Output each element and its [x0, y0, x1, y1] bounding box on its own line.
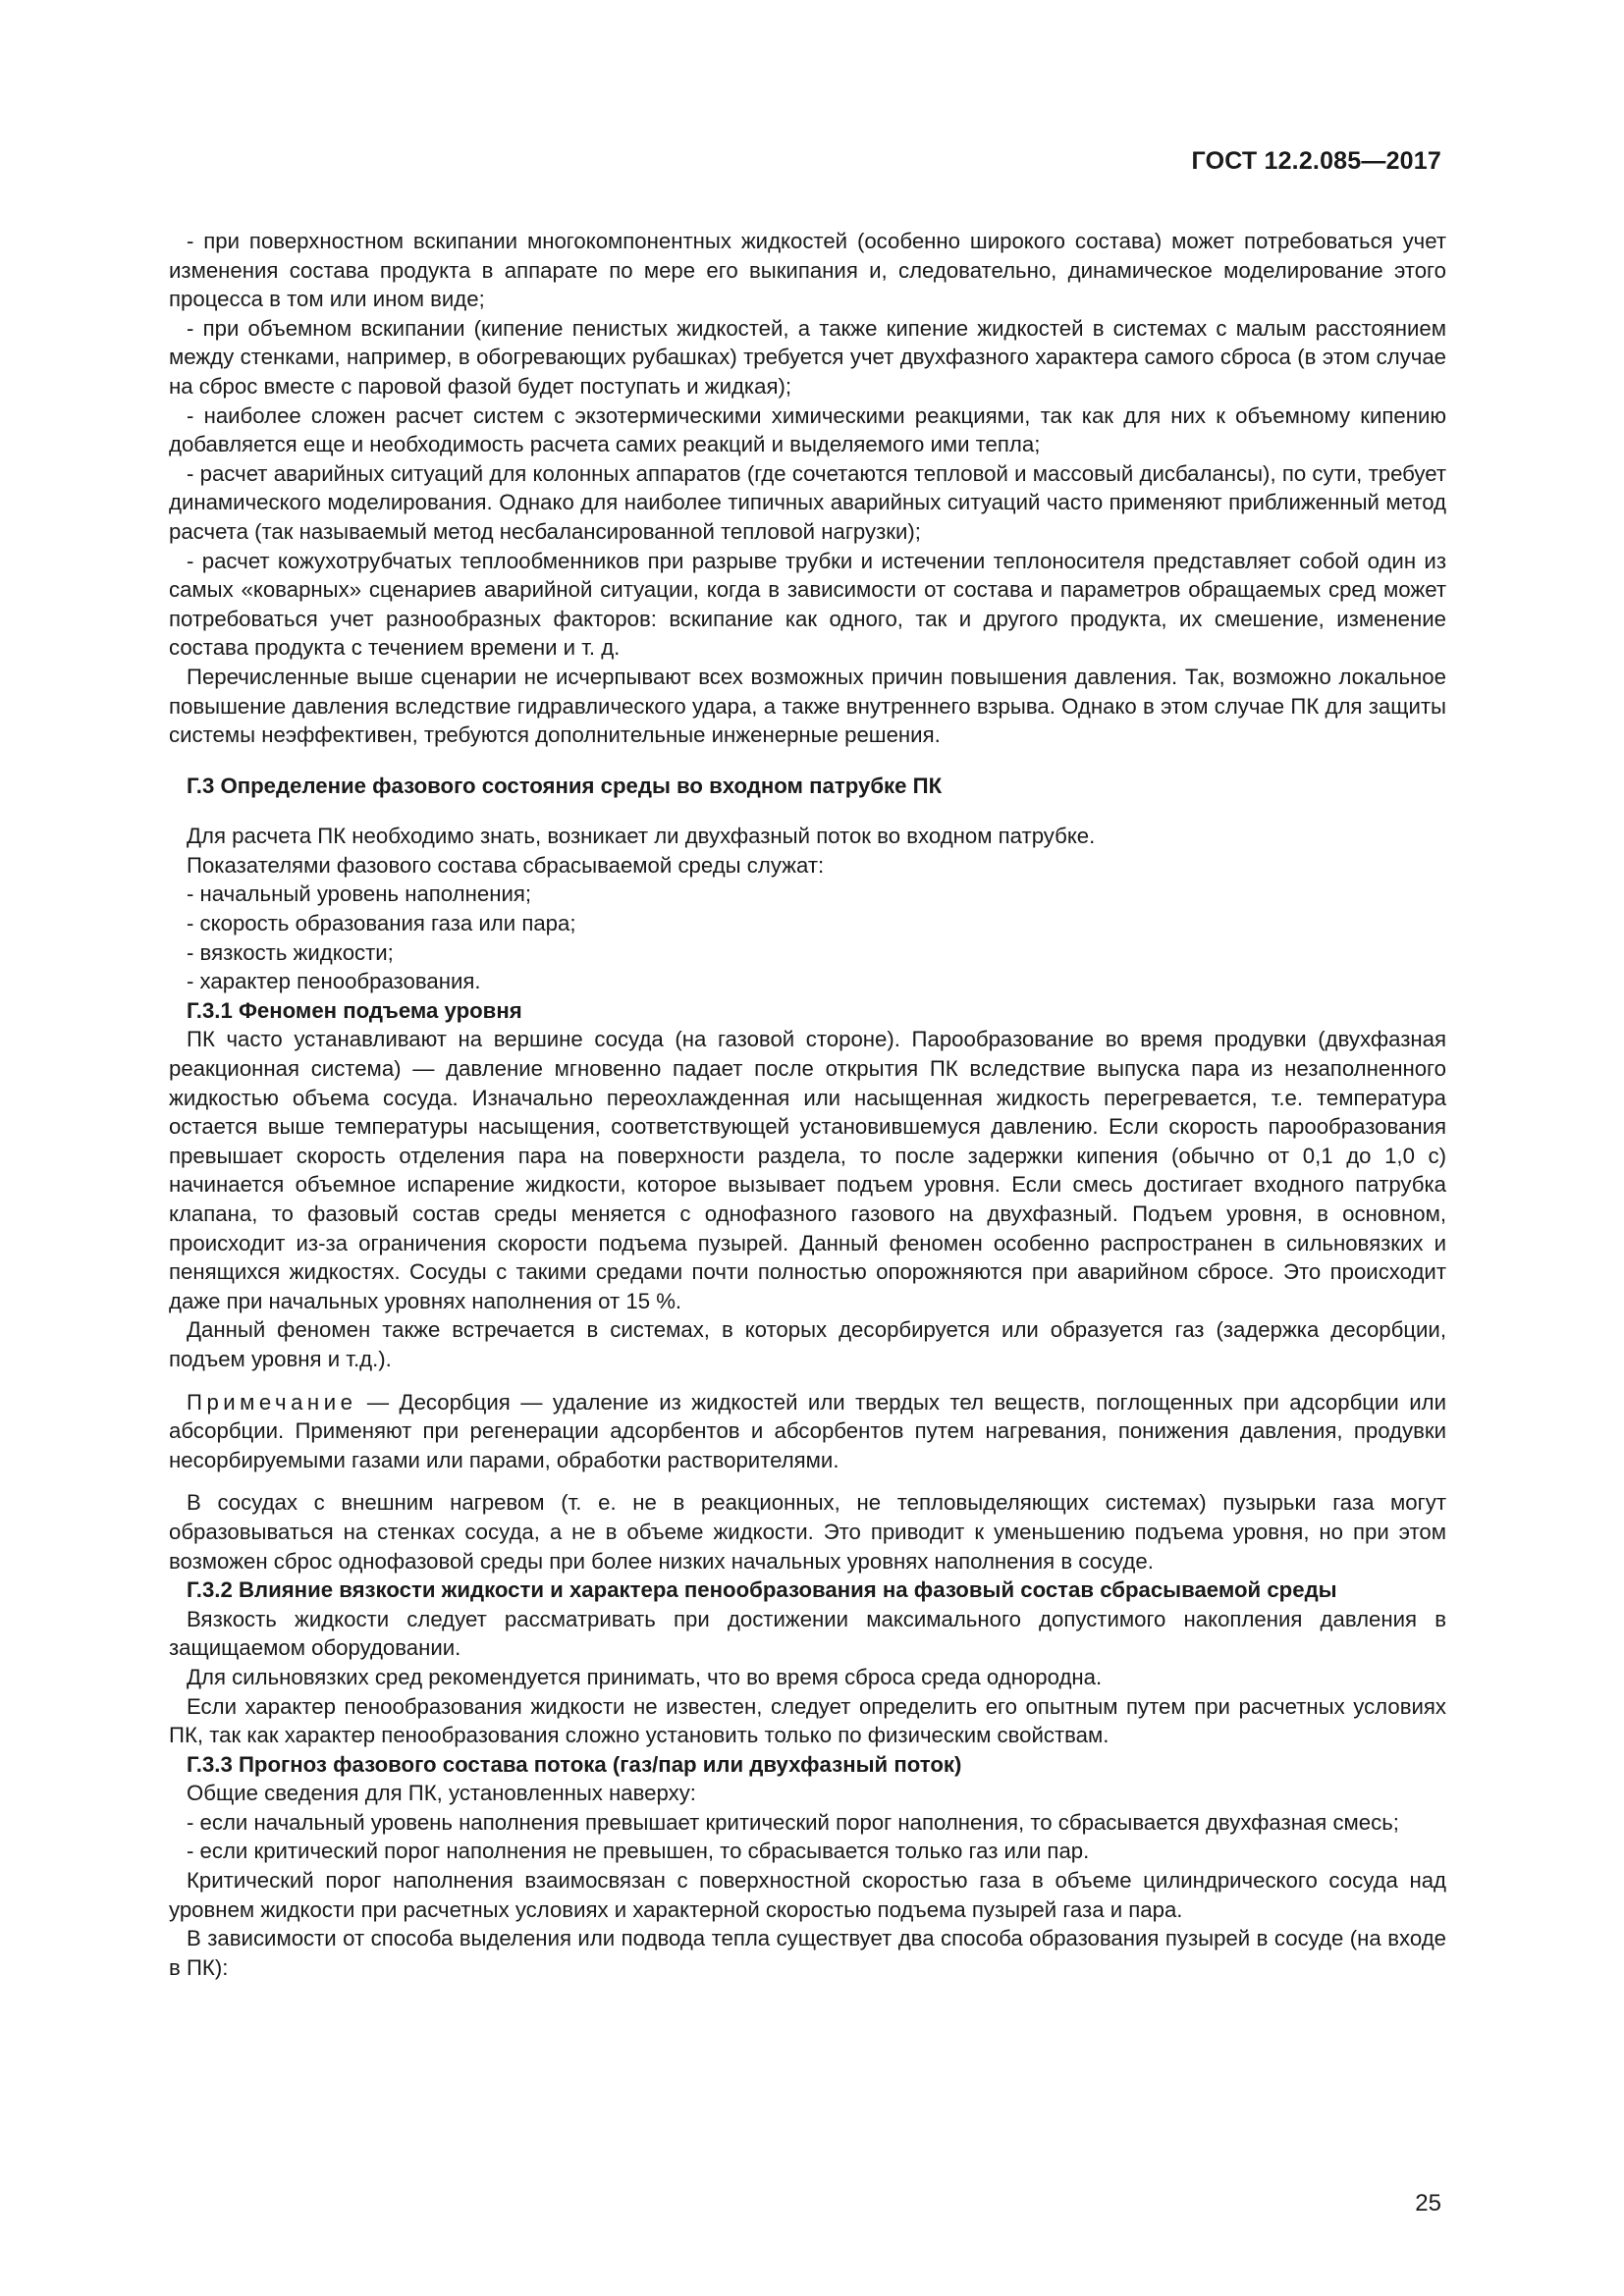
- list-item-g3-4: - характер пенообразования.: [187, 969, 481, 994]
- section-heading-g3: Г.3 Определение фазового состояния среды во входном патрубке ПК: [187, 773, 943, 798]
- paragraph-g33-5: В зависимости от способа выделения или подвода тепла существует два способа образования пузырей в сосуде (на входе в ПК):: [169, 1926, 1446, 1980]
- note-text: — Десорбция — удаление из жидкостей или твердых тел веществ, поглощенных при адсорбции или абсорбции. Применяют при регенерации адсорбентов и абсорбентов путем нагревания, понижения давления, продувки несорбируемыми газами или парами, обработки растворителями.: [169, 1389, 1446, 1472]
- subsection-heading-g33: Г.3.3 Прогноз фазового состава потока (газ/пар или двухфазный поток): [187, 1751, 962, 1777]
- paragraph-g32-2: Для сильновязких сред рекомендуется принимать, что во время сброса среда однородна.: [187, 1664, 1103, 1689]
- paragraph-g33-1: Общие сведения для ПК, установленных наверху:: [187, 1781, 696, 1806]
- paragraph-intro-6: Перечисленные выше сценарии не исчерпывают всех возможных причин повышения давления. Так, возможно локальное повышение давления вследствие гидравлического удара, а также внутреннего взрыва. Однако в этом случае ПК для защиты системы неэффективен, требуются дополнительные инженерные решения.: [169, 664, 1446, 748]
- page-number: 25: [1415, 2190, 1441, 2216]
- paragraph-intro-3: - наиболее сложен расчет систем с экзотермическими химическими реакциями, так как для них к объемному кипению добавляется еще и необходимость расчета самих реакций и выделяемого ими тепла;: [169, 402, 1446, 457]
- standard-header: ГОСТ 12.2.085—2017: [1191, 147, 1441, 175]
- subsection-heading-g32: Г.3.2 Влияние вязкости жидкости и характера пенообразования на фазовый состав сбрасываемой среды: [187, 1577, 1337, 1603]
- list-item-g3-1: - начальный уровень наполнения;: [187, 881, 532, 907]
- list-item-g3-3: - вязкость жидкости;: [187, 939, 394, 965]
- note-label: Примечание: [187, 1389, 357, 1415]
- paragraph-g31-3: В сосудах с внешним нагревом (т. е. не в реакционных, не тепловыделяющих системах) пузырьки газа могут образовываться на стенках сосуда, а не в объеме жидкости. Это приводит к уменьшению подъема уровня, но при этом возможен сброс однофазовой среды при более низких начальных уровнях наполнения в сосуде.: [169, 1490, 1446, 1574]
- document-body: [169, 227, 1446, 1982]
- paragraph-g33-2: - если начальный уровень наполнения превышает критический порог наполнения, то сбрасывается двухфазная смесь;: [187, 1809, 1399, 1835]
- list-item-g3-2: - скорость образования газа или пара;: [187, 911, 576, 936]
- paragraph-g31-2: Данный феномен также встречается в системах, в которых десорбируется или образуется газ (задержка десорбции, подъем уровня и т.д.).: [169, 1317, 1446, 1371]
- paragraph-g3-2: Показателями фазового состава сбрасываемой среды служат:: [187, 852, 825, 878]
- note-paragraph: [169, 1388, 1446, 1475]
- paragraph-intro-2: - при объемном вскипании (кипение пенистых жидкостей, а также кипение жидкостей в системах с малым расстоянием между стенками, например, в обогревающих рубашках) требуется учет двухфазного характера самого сброса (в этом случае на сброс вместе с паровой фазой будет поступать и жидкая);: [169, 315, 1446, 399]
- paragraph-g32-1: Вязкость жидкости следует рассматривать при достижении максимального допустимого накопления давления в защищаемом оборудовании.: [169, 1606, 1446, 1661]
- paragraph-g31-1: ПК часто устанавливают на вершине сосуда (на газовой стороне). Парообразование во время продувки (двухфазная реакционная система) — давление мгновенно падает после открытия ПК вследствие выпуска пара из незаполненного жидкостью объема сосуда. Изначально переохлажденная или насыщенная жидкость перегревается, т.е. температура остается выше температуры насыщения, соответствующей установившемуся давлению. Если скорость парообразования превышает скорость отделения пара на поверхности раздела, то после задержки кипения (обычно от 0,1 до 1,0 с) начинается объемное испарение жидкости, которое вызывает подъем уровня. Если смесь достигает входного патрубка клапана, то фазовый состав среды меняется с однофазного газового на двухфазный. Подъем уровня, в основном, происходит из-за ограничения скорости подъема пузырей. Данный феномен особенно распространен в сильновязких и пенящихся жидкостях. Сосуды с такими средами почти полностью опорожняются при аварийном сбросе. Это происходит даже при начальных уровнях наполнения от 15 %.: [169, 1027, 1446, 1313]
- paragraph-intro-4: - расчет аварийных ситуаций для колонных аппаратов (где сочетаются тепловой и массовый дисбалансы), по сути, требует динамического моделирования. Однако для наиболее типичных аварийных ситуаций часто применяют приближенный метод расчета (так называемый метод несбалансированной тепловой нагрузки);: [169, 460, 1446, 544]
- paragraph-g32-3: Если характер пенообразования жидкости не известен, следует определить его опытным путем при расчетных условиях ПК, так как характер пенообразования сложно установить только по физическим свойствам.: [169, 1693, 1446, 1748]
- paragraph-intro-5: - расчет кожухотрубчатых теплообменников при разрыве трубки и истечении теплоносителя представляет собой один из самых «коварных» сценариев аварийной ситуации, когда в зависимости от состава и параметров обращаемых сред может потребоваться учет разнообразных факторов: вскипание как одного, так и другого продукта, их смешение, изменение состава продукта с течением времени и т. д.: [169, 548, 1446, 661]
- paragraph-g33-4: Критический порог наполнения взаимосвязан с поверхностной скоростью газа в объеме цилиндрического сосуда над уровнем жидкости при расчетных условиях и характерной скоростью подъема пузырей газа и пара.: [169, 1868, 1446, 1922]
- paragraph-intro-1: - при поверхностном вскипании многокомпонентных жидкостей (особенно широкого состава) может потребоваться учет изменения состава продукта в аппарате по мере его выкипания и, следовательно, динамическое моделирование этого процесса в том или ином виде;: [169, 229, 1446, 312]
- paragraph-g33-3: - если критический порог наполнения не превышен, то сбрасывается только газ или пар.: [187, 1839, 1090, 1864]
- paragraph-g3-1: Для расчета ПК необходимо знать, возникает ли двухфазный поток во входном патрубке.: [187, 824, 1096, 849]
- subsection-heading-g31: Г.3.1 Феномен подъема уровня: [187, 997, 522, 1023]
